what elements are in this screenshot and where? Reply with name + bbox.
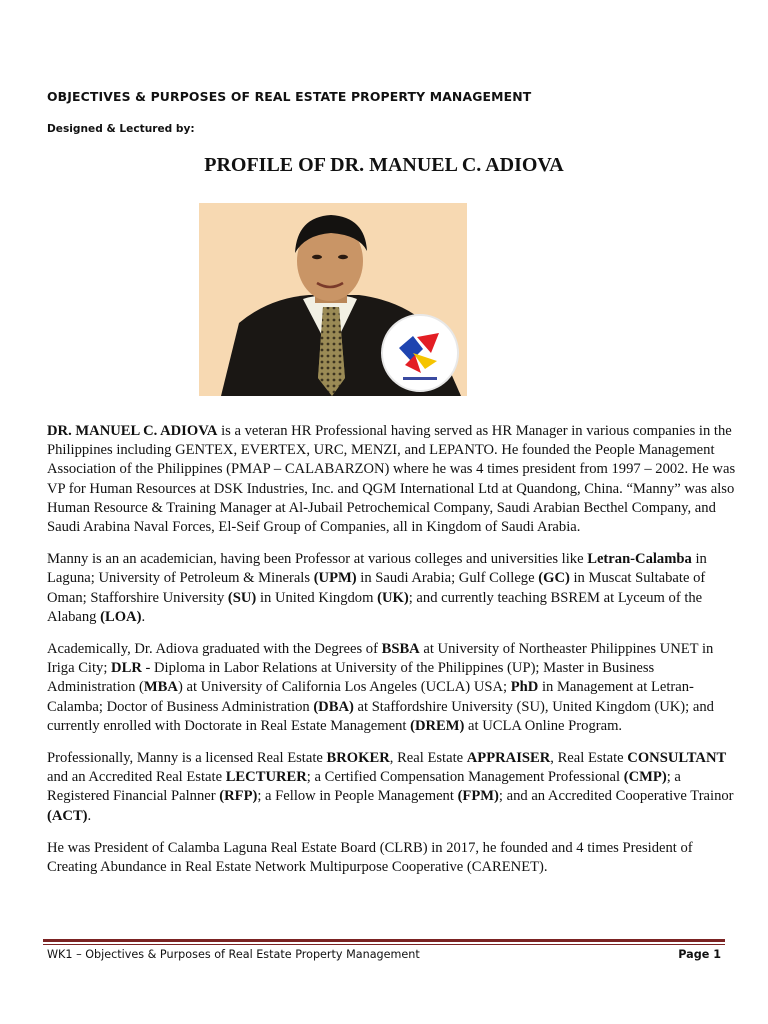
designed-by-label: Designed & Lectured by: (47, 123, 195, 135)
text-run: is a veteran HR Professional having served as HR Manager in various companies in the Philippines including GENTEX, EVERTEX, URC, MENZI, and LEPANTO. He founded the People Management Association of the Philippines (PMAP – CALABARZON) where he was 4 times president from 1997 – 2002. He was VP for Human Resources at DSK Industries, Inc. and QGM International Ltd at Quandong, China. “Manny” was also Human Resource & Training Manager at Al-Jubail Petrochemical Company, Saudi Arabian Becthel Company, and Saudi Arabina Naval Forces, El-Seif Group of Companies, all in Kingdom of Saudi Arabia. (47, 423, 736, 536)
bold-text-run: (GC) (538, 570, 570, 587)
footer-rule (43, 939, 725, 942)
profile-paragraph (47, 839, 737, 877)
text-run: ; a Registered Financial Palnner (47, 769, 681, 805)
bold-text-run: (UK) (377, 589, 409, 606)
profile-body (47, 422, 737, 890)
bold-text-run: APPRAISER (466, 750, 551, 767)
bold-text-run: CONSULTANT (627, 750, 727, 767)
text-run: in Laguna; University of Petroleum & Minerals (47, 551, 707, 587)
text-run: . (141, 608, 146, 625)
text-run: at University of Northeaster Philippines UNET in Iriga City; (47, 641, 714, 677)
bold-text-run: (SU) (227, 589, 257, 606)
text-run: . (87, 807, 92, 824)
text-run: Professionally, Manny is a licensed Real Estate (47, 750, 327, 767)
footer-rule-thin (43, 944, 725, 945)
text-run: in Management at Letran-Calamba; Doctor of Business Administration (47, 679, 694, 715)
bold-text-run: (DREM) (410, 717, 465, 734)
profile-title: PROFILE OF DR. MANUEL C. ADIOVA (204, 154, 564, 176)
profile-paragraph (47, 749, 737, 826)
text-run: in Saudi Arabia; Gulf College (356, 570, 539, 587)
text-run: in United Kingdom (256, 589, 378, 606)
profile-paragraph (47, 640, 737, 736)
text-run: , Real Estate (389, 750, 467, 767)
portrait-photo-icon (199, 203, 467, 396)
text-run: Manny is an an academician, having been Professor at various colleges and universities like (47, 551, 588, 568)
bold-text-run: PhD (510, 679, 539, 696)
bold-text-run: LECTURER (225, 769, 307, 786)
bold-text-run: (RFP) (219, 788, 258, 805)
text-run: , Real Estate (550, 750, 628, 767)
page-number: Page 1 (678, 948, 721, 961)
text-run: He was President of Calamba Laguna Real Estate Board (CLRB) in 2017, he founded and 4 times President of Creating Abundance in Real Estate Network Multipurpose Cooperative (CARENET). (47, 839, 693, 876)
bold-text-run: (ACT) (47, 807, 88, 824)
text-run: ; and an Accredited Cooperative Trainor (498, 788, 734, 805)
bold-text-run: (LOA) (100, 608, 142, 625)
profile-paragraph (47, 422, 737, 537)
document-heading: OBJECTIVES & PURPOSES OF REAL ESTATE PROPERTY MANAGEMENT (47, 89, 532, 104)
bold-text-run: (DBA) (313, 698, 354, 715)
text-run: ; and currently teaching BSREM at Lyceum of the Alabang (47, 589, 703, 625)
footer-title: WK1 – Objectives & Purposes of Real Estate Property Management (47, 948, 420, 961)
text-run: and an Accredited Real Estate (47, 769, 226, 786)
text-run: Academically, Dr. Adiova graduated with the Degrees of (47, 641, 382, 658)
bold-text-run: BROKER (326, 750, 390, 767)
bold-text-run: (FPM) (457, 788, 499, 805)
bold-text-run: Letran-Calamba (587, 551, 692, 568)
profile-paragraph (47, 550, 737, 627)
text-run: in Muscat Sultabate of Oman; Stafforshire University (47, 570, 706, 606)
bold-text-run: (CMP) (623, 769, 667, 786)
profile-photo (199, 203, 467, 396)
bold-text-run: (UPM) (313, 570, 357, 587)
text-run: ; a Certified Compensation Management Professional (306, 769, 624, 786)
bold-text-run: MBA (143, 679, 178, 696)
text-run: at Staffordshire University (SU), United Kingdom (UK); and currently enrolled with Doctorate in Real Estate Management (47, 698, 714, 734)
text-run: ; a Fellow in People Management (257, 788, 458, 805)
text-run: ) at University of California Los Angeles (UCLA) USA; (177, 679, 511, 696)
text-run: at UCLA Online Program. (464, 717, 623, 734)
bold-text-run: DR. MANUEL C. ADIOVA (47, 423, 218, 439)
text-run: - Diploma in Labor Relations at University of the Philippines (UP); Master in Business Administration ( (47, 660, 655, 696)
bold-text-run: DLR (111, 660, 142, 677)
bold-text-run: BSBA (381, 641, 420, 658)
